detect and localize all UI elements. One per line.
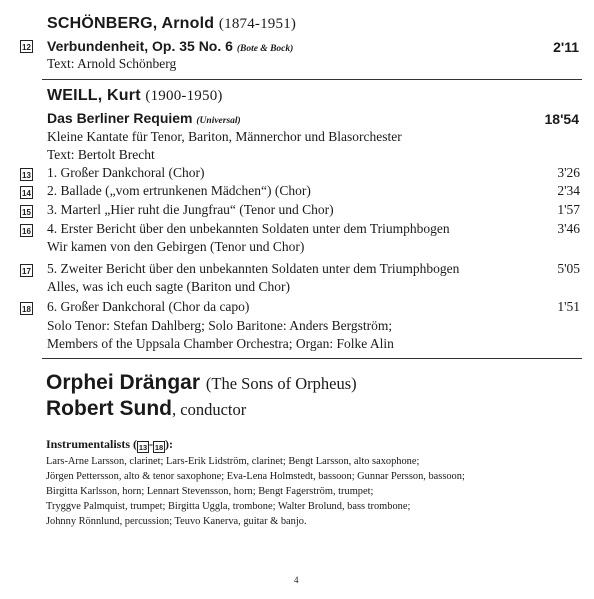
section-divider bbox=[42, 79, 582, 80]
movement-title: 1. Großer Dankchoral (Chor) bbox=[47, 165, 205, 180]
work-duration: 18'54 bbox=[544, 111, 579, 127]
movement-title: 5. Zweiter Bericht über den unbekannten Soldaten unter dem Triumphbogen bbox=[47, 261, 460, 276]
instrumentalists-line: Johnny Rönnlund, percussion; Teuvo Kanerva, guitar & banjo. bbox=[46, 516, 307, 527]
schoenberg-work-title bbox=[47, 38, 293, 54]
movement-duration: 2'34 bbox=[557, 183, 580, 198]
instrumentalists-line: Jörgen Pettersson, alto & tenor saxophone; Eva-Lena Holmstedt, bassoon; Gunnar Persson, bassoon; bbox=[46, 471, 465, 482]
movement-duration: 5'05 bbox=[557, 261, 580, 276]
composer-name: WEILL, Kurt bbox=[47, 87, 141, 104]
movement-subtitle: Wir kamen von den Gebirgen (Tenor und Chor) bbox=[47, 239, 305, 254]
instrumentalists-line: Lars-Arne Larsson, clarinet; Lars-Erik Lidström, clarinet; Bengt Larsson, alto saxophone; bbox=[46, 456, 420, 467]
heading-dash: - bbox=[149, 437, 154, 451]
conductor-name: Robert Sund bbox=[46, 397, 172, 420]
choir-translation: (The Sons of Orpheus) bbox=[205, 374, 357, 393]
track-number-box: 14 bbox=[20, 186, 33, 199]
choir-credit bbox=[46, 371, 357, 395]
track-number-box: 18 bbox=[20, 302, 33, 315]
conductor-credit bbox=[46, 397, 246, 421]
movement-subtitle: Alles, was ich euch sagte (Bariton und Chor) bbox=[47, 279, 290, 294]
composer-name: SCHÖNBERG, Arnold bbox=[47, 15, 215, 32]
work-title: Das Berliner Requiem bbox=[47, 110, 193, 126]
instrumentalists-heading bbox=[46, 437, 173, 452]
movement-title: 4. Erster Bericht über den unbekannten Soldaten unter dem Triumphbogen bbox=[47, 221, 450, 236]
movement-duration: 1'51 bbox=[557, 299, 580, 314]
text-credit: Text: Bertolt Brecht bbox=[47, 147, 155, 162]
orchestra-credit: Members of the Uppsala Chamber Orchestra; Organ: Folke Alin bbox=[47, 336, 394, 351]
work-duration: 2'11 bbox=[553, 39, 579, 55]
movement-duration: 3'46 bbox=[557, 221, 580, 236]
conductor-role: , conductor bbox=[172, 400, 247, 419]
heading-text: Instrumentalists ( bbox=[46, 437, 138, 451]
composer-dates: (1900-1950) bbox=[145, 88, 223, 104]
weill-work-title bbox=[47, 110, 241, 126]
choir-name: Orphei Drängar bbox=[46, 371, 201, 394]
movement-title: 2. Ballade („vom ertrunkenen Mädchen“) (Chor) bbox=[47, 183, 311, 198]
movement-title: 3. Marterl „Hier ruht die Jungfrau“ (Tenor und Chor) bbox=[47, 202, 334, 217]
text-credit: Text: Arnold Schönberg bbox=[47, 56, 177, 71]
composer-dates: (1874-1951) bbox=[218, 16, 297, 32]
track-number-box: 13 bbox=[20, 168, 33, 181]
work-subtitle: Kleine Kantate für Tenor, Bariton, Männerchor und Blasorchester bbox=[47, 129, 402, 144]
schoenberg-composer-heading bbox=[47, 15, 296, 33]
track-number-box: 17 bbox=[20, 264, 33, 277]
movement-title: 6. Großer Dankchoral (Chor da capo) bbox=[47, 299, 250, 314]
track-number-box: 13 bbox=[138, 443, 148, 452]
track-number-box: 12 bbox=[20, 40, 33, 53]
heading-end: ): bbox=[165, 437, 174, 451]
movement-duration: 1'57 bbox=[557, 202, 580, 217]
movement-duration: 3'26 bbox=[557, 165, 580, 180]
weill-composer-heading bbox=[47, 87, 223, 105]
section-divider bbox=[42, 358, 582, 359]
instrumentalists-line: Tryggve Palmquist, trumpet; Birgitta Uggla, trombone; Walter Brolund, bass trombone; bbox=[46, 501, 411, 512]
instrumentalists-line: Birgitta Karlsson, horn; Lennart Stevensson, horn; Bengt Fagerström, trumpet; bbox=[46, 486, 374, 497]
soloists-credit: Solo Tenor: Stefan Dahlberg; Solo Baritone: Anders Bergström; bbox=[47, 318, 393, 333]
publisher: (Bote & Bock) bbox=[236, 44, 294, 54]
track-number-box: 18 bbox=[154, 443, 164, 452]
work-title: Verbundenheit, Op. 35 No. 6 bbox=[47, 38, 233, 54]
track-number-box: 15 bbox=[20, 205, 33, 218]
publisher: (Universal) bbox=[196, 116, 241, 126]
page-number: 4 bbox=[294, 575, 299, 585]
track-number-box: 16 bbox=[20, 224, 33, 237]
